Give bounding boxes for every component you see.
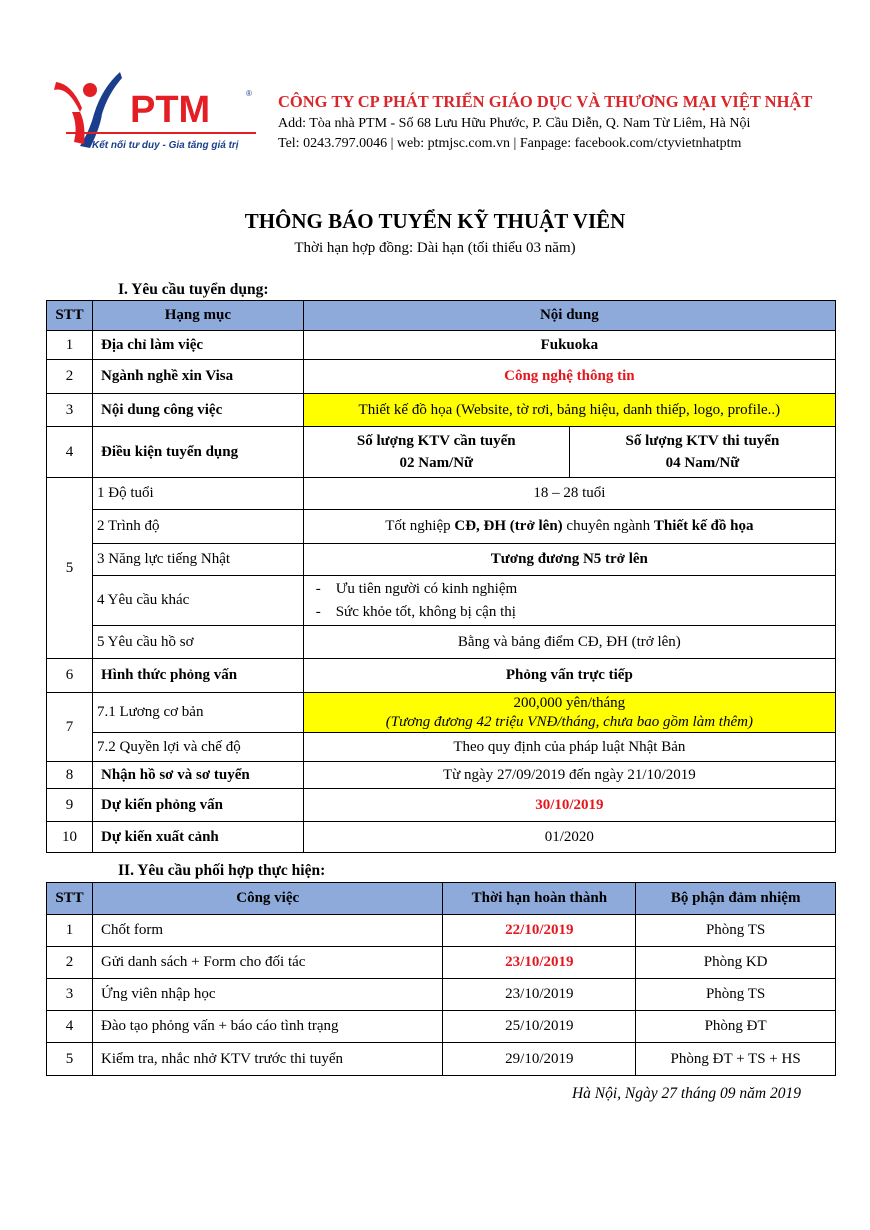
ktv-exam-label: Số lượng KTV thi tuyển — [625, 433, 780, 449]
col-header-stt: STT — [47, 301, 93, 331]
row-category: 7.2 Quyền lợi và chế độ — [92, 733, 303, 762]
ptm-logo-icon — [50, 68, 265, 158]
row-stt: 1 — [47, 331, 93, 360]
row-value: Fukuoka — [303, 331, 835, 360]
row-stt: 4 — [47, 427, 93, 478]
row-stt: 6 — [47, 659, 93, 693]
list-item: - Sức khỏe tốt, không bị cận thị — [308, 601, 831, 624]
row-category: 7.1 Lương cơ bản — [92, 693, 303, 733]
row-category: Nhận hồ sơ và sơ tuyển — [92, 762, 303, 789]
table-row — [47, 762, 836, 789]
row-category: Hình thức phỏng vấn — [92, 659, 303, 693]
svg-text:®: ® — [246, 89, 252, 98]
row-value: Từ ngày 27/09/2019 đến ngày 21/10/2019 — [303, 762, 835, 789]
col-header-stt: STT — [47, 883, 93, 915]
edu-major: Thiết kế đồ họa — [653, 518, 754, 534]
row-stt: 2 — [47, 947, 93, 979]
col-header-category: Hạng mục — [92, 301, 303, 331]
row-value: 30/10/2019 — [303, 789, 835, 822]
row-value — [303, 693, 835, 733]
row-category: Điều kiện tuyển dụng — [92, 427, 303, 478]
row-deadline: 22/10/2019 — [443, 915, 636, 947]
row-stt: 7 — [47, 693, 93, 762]
letterhead — [50, 68, 830, 168]
row-category: Nội dung công việc — [92, 394, 303, 427]
row-stt: 5 — [47, 1043, 93, 1076]
col-header-dept: Bộ phận đảm nhiệm — [636, 883, 836, 915]
ktv-exam — [570, 427, 835, 477]
salary-note: (Tương đương 42 triệu VNĐ/tháng, chưa bao gồm làm thêm) — [385, 713, 753, 730]
table-row — [47, 789, 836, 822]
row-dept: Phòng TS — [636, 979, 836, 1011]
row-value: 01/2020 — [303, 822, 835, 853]
table-row — [47, 693, 836, 733]
row-dept: Phòng TS — [636, 915, 836, 947]
svg-text:PTM: PTM — [130, 89, 211, 131]
table-row — [47, 394, 836, 427]
table-row — [47, 979, 836, 1011]
table-row — [47, 478, 836, 510]
row-stt: 3 — [47, 394, 93, 427]
company-name: CÔNG TY CP PHÁT TRIỂN GIÁO DỤC VÀ THƯƠNG MẠI VIỆT NHẬT — [278, 92, 813, 111]
table-row — [47, 1011, 836, 1043]
row-stt: 5 — [47, 478, 93, 659]
row-category: 2 Trình độ — [92, 510, 303, 544]
row-task: Ứng viên nhập học — [92, 979, 442, 1011]
row-category: Địa chỉ làm việc — [92, 331, 303, 360]
table-header-row — [47, 883, 836, 915]
table-row — [47, 733, 836, 762]
row-deadline: 23/10/2019 — [443, 947, 636, 979]
coordination-table — [46, 882, 836, 1076]
row-value: Bằng và bảng điểm CĐ, ĐH (trở lên) — [303, 626, 835, 659]
row-category: Dự kiến xuất cảnh — [92, 822, 303, 853]
list-item: - Ưu tiên người có kinh nghiệm — [308, 578, 831, 601]
ktv-exam-value: 04 Nam/Nữ — [665, 455, 740, 471]
row-value — [303, 427, 835, 478]
row-category: 5 Yêu cầu hồ sơ — [92, 626, 303, 659]
ktv-needed-value: 02 Nam/Nữ — [399, 455, 474, 471]
row-deadline: 29/10/2019 — [443, 1043, 636, 1076]
row-stt: 1 — [47, 915, 93, 947]
section2-heading: II. Yêu cầu phối hợp thực hiện: — [118, 862, 326, 879]
row-category: 1 Độ tuổi — [92, 478, 303, 510]
row-stt: 8 — [47, 762, 93, 789]
table-row — [47, 544, 836, 576]
table-row — [47, 947, 836, 979]
row-value: Tương đương N5 trở lên — [303, 544, 835, 576]
row-value: 18 – 28 tuổi — [303, 478, 835, 510]
requirements-table — [46, 300, 836, 853]
col-header-deadline: Thời hạn hoàn thành — [443, 883, 636, 915]
table-row — [47, 360, 836, 394]
row-task: Chốt form — [92, 915, 442, 947]
table-row — [47, 331, 836, 360]
edu-text: Tốt nghiệp — [385, 518, 455, 534]
row-value — [303, 576, 835, 626]
row-dept: Phòng KD — [636, 947, 836, 979]
row-task: Đào tạo phỏng vấn + báo cáo tình trạng — [92, 1011, 442, 1043]
row-deadline: 23/10/2019 — [443, 979, 636, 1011]
date-signature: Hà Nội, Ngày 27 tháng 09 năm 2019 — [571, 1085, 801, 1102]
row-task: Gửi danh sách + Form cho đối tác — [92, 947, 442, 979]
edu-level: CĐ, ĐH (trở lên) — [454, 518, 563, 534]
page-title: THÔNG BÁO TUYỂN KỸ THUẬT VIÊN — [244, 209, 626, 233]
row-stt: 4 — [47, 1011, 93, 1043]
company-contact: Tel: 0243.797.0046 | web: ptmjsc.com.vn | Fanpage: facebook.com/ctyvietnhatptm — [278, 136, 742, 151]
table-row — [47, 659, 836, 693]
row-stt: 9 — [47, 789, 93, 822]
row-task: Kiểm tra, nhắc nhở KTV trước thi tuyển — [92, 1043, 442, 1076]
table-row — [47, 1043, 836, 1076]
table-row — [47, 427, 836, 478]
row-deadline: 25/10/2019 — [443, 1011, 636, 1043]
row-dept: Phòng ĐT + TS + HS — [636, 1043, 836, 1076]
ktv-needed — [304, 427, 570, 477]
row-stt: 2 — [47, 360, 93, 394]
row-stt: 3 — [47, 979, 93, 1011]
table-row — [47, 510, 836, 544]
row-value: Thiết kế đồ họa (Website, tờ rơi, bảng hiệu, danh thiếp, logo, profile..) — [303, 394, 835, 427]
row-category: 4 Yêu cầu khác — [92, 576, 303, 626]
table-row — [47, 576, 836, 626]
table-row — [47, 915, 836, 947]
col-header-content: Nội dung — [303, 301, 835, 331]
table-row — [47, 626, 836, 659]
row-category: 3 Năng lực tiếng Nhật — [92, 544, 303, 576]
table-row — [47, 822, 836, 853]
row-value: Theo quy định của pháp luật Nhật Bản — [303, 733, 835, 762]
company-address: Add: Tòa nhà PTM - Số 68 Lưu Hữu Phước, P. Cầu Diễn, Q. Nam Từ Liêm, Hà Nội — [278, 116, 751, 131]
row-category: Dự kiến phỏng vấn — [92, 789, 303, 822]
table-header-row — [47, 301, 836, 331]
edu-text: chuyên ngành — [562, 518, 654, 534]
row-stt: 10 — [47, 822, 93, 853]
section1-heading: I. Yêu cầu tuyển dụng: — [118, 281, 269, 298]
company-logo — [50, 68, 265, 158]
row-value: Công nghệ thông tin — [303, 360, 835, 394]
ktv-needed-label: Số lượng KTV cần tuyển — [356, 433, 516, 449]
page-subtitle: Thời hạn hợp đồng: Dài hạn (tối thiểu 03 năm) — [294, 240, 576, 256]
svg-text:Kết nối tư duy - Gia tăng giá: Kết nối tư duy - Gia tăng giá trị — [92, 140, 239, 151]
salary-value: 200,000 yên/tháng — [513, 694, 626, 711]
row-dept: Phòng ĐT — [636, 1011, 836, 1043]
row-value — [303, 510, 835, 544]
col-header-task: Công việc — [92, 883, 442, 915]
row-value: Phỏng vấn trực tiếp — [303, 659, 835, 693]
row-category: Ngành nghề xin Visa — [92, 360, 303, 394]
